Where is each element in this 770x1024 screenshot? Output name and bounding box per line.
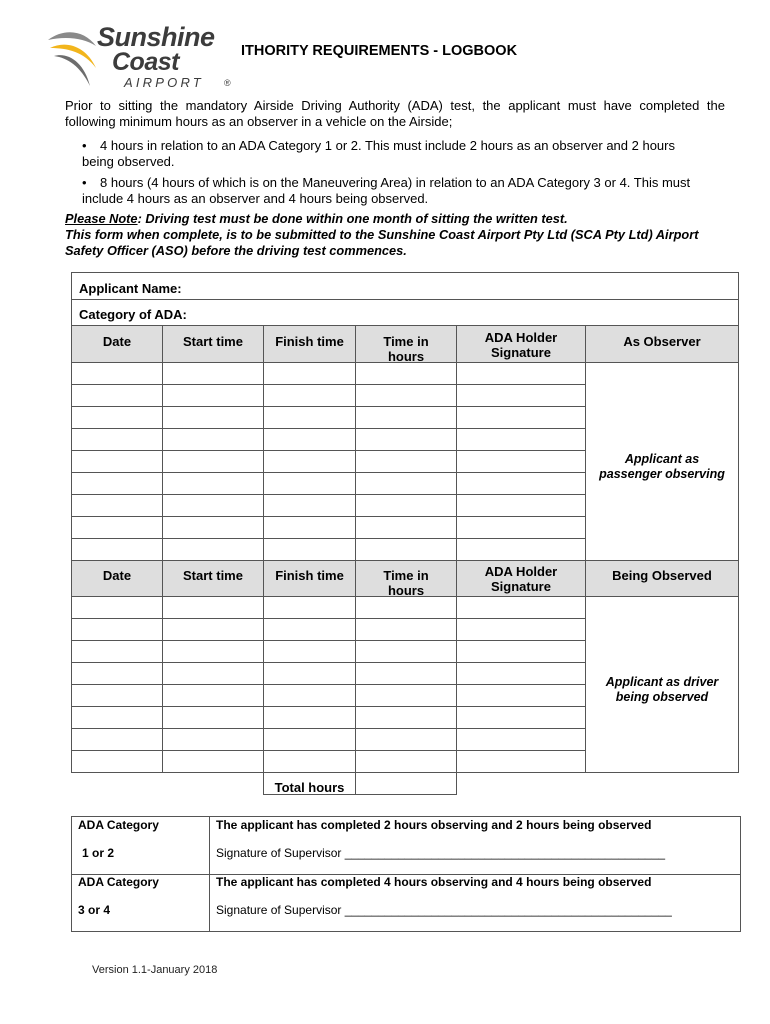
header-date-2: Date: [102, 568, 132, 583]
header-signature-2: Signature: [491, 579, 551, 594]
signoff-1-supervisor-signature[interactable]: Signature of Supervisor ________________________________________________: [216, 846, 666, 860]
header-as-observer: As Observer: [623, 334, 701, 349]
signoff-2-supervisor-signature[interactable]: Signature of Supervisor _________________________________________________: [216, 903, 672, 917]
header-ada-holder-signature: [457, 330, 585, 360]
logo-word-airport: AIRPORT: [124, 75, 204, 90]
header-start-time: Start time: [183, 334, 243, 349]
total-hours-field[interactable]: [356, 773, 456, 794]
submission-note-line-1: This form when complete, is to be submitted to the Sunshine Coast Airport Pty Ltd (SCA Pty Ltd) Airport: [65, 227, 699, 242]
bullet-1-line-2: being observed.: [82, 154, 175, 169]
header-date: Date: [102, 334, 132, 349]
requirement-bullet-2: [82, 175, 728, 209]
signoff-1-statement: The applicant has completed 2 hours observing and 2 hours being observed: [216, 818, 652, 832]
logo-word-sunshine: Sunshine: [97, 22, 215, 52]
header-ada-holder-2: ADA Holder: [484, 564, 558, 579]
header-being-observed: Being Observed: [612, 568, 712, 583]
observer-section-note: [586, 452, 738, 482]
logo-word-coast: Coast: [112, 48, 179, 76]
bullet-2-line-1: 8 hours (4 hours of which is on the Maneuvering Area) in relation to an ADA Category 3 or 4. This must: [100, 175, 691, 190]
intro-paragraph: [65, 98, 725, 130]
header-signature: Signature: [491, 345, 551, 360]
please-note-label: Please Note: [65, 211, 138, 226]
signoff-2-category-value: 3 or 4: [78, 903, 111, 917]
bullet-symbol: •: [82, 138, 87, 153]
intro-line-1: Prior to sitting the mandatory Airside Driving Authority (ADA) test, the applicant must have completed the: [65, 98, 725, 113]
please-note: [65, 211, 568, 227]
bullet-2-line-2: include 4 hours as an observer and 4 hours being observed.: [82, 191, 429, 206]
header-time-in-hours: [356, 334, 456, 364]
observer-note-line-1: Applicant as: [624, 452, 700, 466]
signoff-1-category-label: ADA Category: [78, 818, 159, 832]
header-finish-time-2: Finish time: [275, 568, 344, 583]
total-hours-label: Total hours: [274, 780, 345, 795]
header-hours-2: hours: [387, 583, 425, 598]
please-note-text: : Driving test must be done within one month of sitting the written test.: [137, 211, 568, 226]
bullet-1-line-1: 4 hours in relation to an ADA Category 1 or 2. This must include 2 hours as an observer and 2 hours: [100, 138, 675, 153]
driver-note-line-2: being observed: [615, 690, 709, 704]
header-ada-holder: ADA Holder: [484, 330, 558, 345]
signoff-1-category-value: 1 or 2: [82, 846, 115, 860]
header-time-in: Time in: [383, 334, 429, 349]
signoff-2-category-label: ADA Category: [78, 875, 159, 889]
category-of-ada-label: Category of ADA:: [79, 307, 187, 322]
header-time-in-2: Time in: [383, 568, 429, 583]
header-hours: hours: [387, 349, 425, 364]
header-time-in-hours-2: [356, 568, 456, 598]
applicant-name-label: Applicant Name:: [79, 281, 182, 296]
version-footer: Version 1.1-January 2018: [92, 964, 218, 976]
driver-note-line-1: Applicant as driver: [605, 675, 719, 689]
page-title: ITHORITY REQUIREMENTS - LOGBOOK: [241, 43, 518, 59]
observer-note-line-2: passenger observing: [599, 467, 725, 481]
requirement-bullet-1: [82, 138, 728, 172]
driver-section-note: [586, 675, 738, 705]
submission-note-line-2: Safety Officer (ASO) before the driving test commences.: [65, 243, 407, 258]
header-start-time-2: Start time: [183, 568, 243, 583]
header-ada-holder-signature-2: [457, 564, 585, 594]
bullet-symbol: •: [82, 175, 87, 190]
header-finish-time: Finish time: [275, 334, 344, 349]
signoff-2-statement: The applicant has completed 4 hours observing and 4 hours being observed: [216, 875, 652, 889]
intro-line-2: following minimum hours as an observer in a vehicle on the Airside;: [65, 114, 453, 129]
logo-registered-mark: ®: [224, 78, 231, 88]
